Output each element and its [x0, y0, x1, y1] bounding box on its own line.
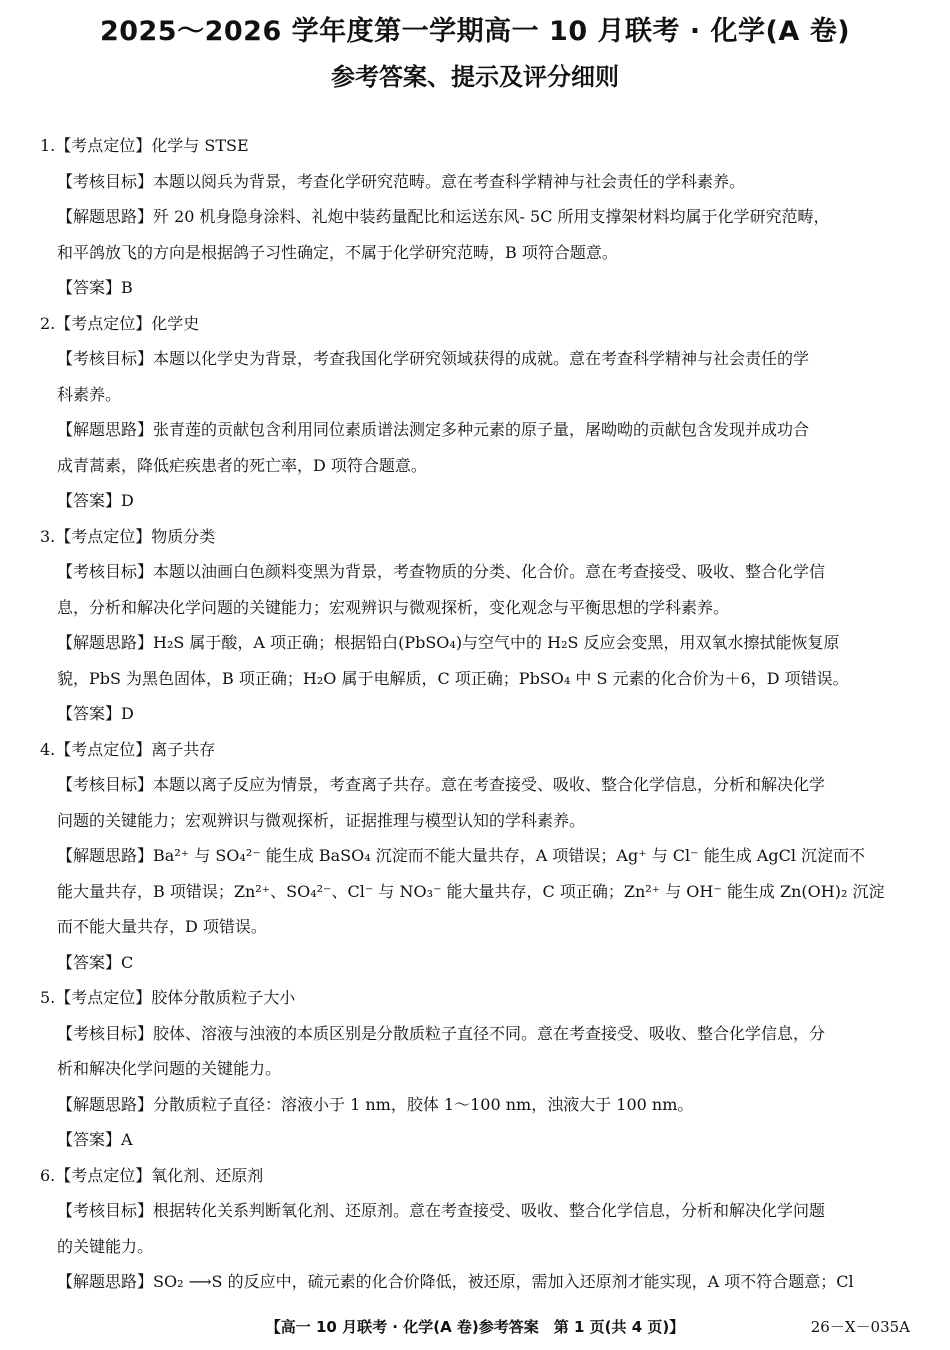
section-label: 【解题思路】: [57, 420, 154, 439]
answer-text: 貌，PbS 为黑色固体，B 项正确；H₂O 属于电解质，C 项正确；PbSO₄ 中 S 元素的化合价为＋6，D 项错误。: [57, 668, 849, 688]
question-block: [0, 980, 950, 1158]
page-title: 2025～2026 学年度第一学期高一 10 月联考 · 化学(A 卷): [99, 16, 851, 47]
answer-line: [0, 1229, 950, 1265]
answer-line: [0, 590, 950, 626]
question-number: 4.: [40, 739, 56, 759]
answer-line: [0, 625, 950, 661]
answer-line: [0, 838, 950, 874]
question-block: [0, 1158, 950, 1300]
section-label: 【答案】: [57, 952, 122, 972]
section-label: 【解题思路】: [57, 1272, 154, 1291]
answer-text: 成青蒿素，降低疟疾患者的死亡率，D 项符合题意。: [57, 455, 427, 475]
answer-text: 问题的关键能力；宏观辨识与微观探析，证据推理与模型认知的学科素养。: [57, 810, 586, 830]
answer-line: [0, 199, 950, 235]
answer-line: [0, 164, 950, 200]
answer-line: [0, 661, 950, 697]
answer-line: [0, 519, 950, 555]
section-label: 【考点定位】: [55, 988, 152, 1007]
answer-text: 能大量共存，B 项错误；Zn²⁺、SO₄²⁻、Cl⁻ 与 NO₃⁻ 能大量共存，C 项正确；Zn²⁺ 与 OH⁻ 能生成 Zn(OH)₂ 沉淀: [57, 881, 885, 901]
question-block: [0, 128, 950, 306]
section-label: 【解题思路】: [57, 633, 154, 652]
section-label: 【考点定位】: [55, 136, 152, 155]
page-subtitle: 参考答案、提示及评分细则: [331, 63, 619, 91]
answer-line: [0, 412, 950, 448]
answer-line: [0, 128, 950, 164]
question-number: 6.: [40, 1165, 56, 1185]
answer-text: 而不能大量共存，D 项错误。: [57, 917, 267, 936]
answer-line: [0, 270, 950, 306]
answer-text: 根据转化关系判断氧化剂、还原剂。意在考查接受、吸收、整合化学信息，分析和解决化学问题: [153, 1201, 826, 1220]
answer-line: [0, 341, 950, 377]
answer-text: Ba²⁺ 与 SO₄²⁻ 能生成 BaSO₄ 沉淀而不能大量共存，A 项错误；Ag⁺ 与 Cl⁻ 能生成 AgCl 沉淀而不: [153, 846, 866, 865]
answer-line: [0, 945, 950, 981]
answer-line: [0, 732, 950, 768]
answer-text: 胶体分散质粒子大小: [151, 988, 296, 1007]
answer-text: 本题以离子反应为情景，考查离子共存。意在考查接受、吸收、整合化学信息，分析和解决化学: [153, 775, 826, 794]
question-number: 1.: [40, 136, 56, 155]
answer-text: 本题以阅兵为背景，考查化学研究范畴。意在考查科学精神与社会责任的学科素养。: [153, 171, 746, 191]
section-label: 【解题思路】: [57, 1094, 154, 1114]
answer-line: [0, 980, 950, 1016]
answer-text: H₂S 属于酸，A 项正确；根据铅白(PbSO₄)与空气中的 H₂S 反应会变黑，用双氧水擦拭能恢复原: [153, 633, 840, 652]
answer-text: 息，分析和解决化学问题的关键能力；宏观辨识与微观探析，变化观念与平衡思想的学科素养。: [57, 597, 730, 617]
answer-text: C: [121, 952, 134, 972]
answer-text: 的关键能力。: [57, 1236, 154, 1256]
answer-text: 科素养。: [57, 384, 122, 404]
section-label: 【答案】: [57, 1130, 122, 1149]
section-label: 【答案】: [57, 491, 122, 510]
section-label: 【答案】: [57, 704, 122, 723]
section-label: 【考核目标】: [57, 171, 154, 191]
answer-text: 张青莲的贡献包含利用同位素质谱法测定多种元素的原子量，屠呦呦的贡献包含发现并成功合: [153, 420, 810, 439]
question-block: [0, 519, 950, 732]
answer-line: [0, 1193, 950, 1229]
answer-text: D: [121, 491, 134, 510]
answer-text: 歼 20 机身隐身涂料、礼炮中装药量配比和运送东风- 5C 所用支撑架材料均属于化学研究范畴，: [153, 207, 830, 226]
answer-text: 分散质粒子直径：溶液小于 1 nm，胶体 1～100 nm，浊液大于 100 nm。: [153, 1094, 694, 1114]
question-number: 5.: [40, 988, 56, 1007]
answer-line: [0, 696, 950, 732]
question-number: 2.: [40, 313, 56, 333]
answer-text: 化学史: [151, 313, 200, 333]
answer-line: [0, 909, 950, 945]
answer-text: 离子共存: [151, 739, 216, 759]
question-block: [0, 306, 950, 519]
section-label: 【考点定位】: [55, 313, 152, 333]
answer-text: D: [121, 704, 134, 723]
answer-line: [0, 1264, 950, 1300]
answer-text: A: [121, 1130, 133, 1149]
answer-text: 化学与 STSE: [151, 136, 249, 155]
answer-text: B: [121, 278, 133, 297]
section-label: 【考核目标】: [57, 1023, 154, 1043]
answer-line: [0, 1016, 950, 1052]
answer-line: [0, 1087, 950, 1123]
answer-text: 析和解决化学问题的关键能力。: [57, 1059, 282, 1078]
answer-line: [0, 803, 950, 839]
answer-text: SO₂ ⟶S 的反应中，硫元素的化合价降低，被还原，需加入还原剂才能实现，A 项不符合题意；Cl: [153, 1272, 854, 1291]
section-label: 【考核目标】: [57, 562, 154, 581]
answer-line: [0, 483, 950, 519]
question-block: [0, 732, 950, 981]
answer-line: [0, 448, 950, 484]
answer-text: 物质分类: [151, 526, 216, 546]
answer-text: 氧化剂、还原剂: [151, 1165, 264, 1185]
section-label: 【考点定位】: [55, 1165, 152, 1185]
answer-line: [0, 767, 950, 803]
section-label: 【考核目标】: [57, 1201, 154, 1220]
answer-line: [0, 235, 950, 271]
footer-page-info: 【高一 10 月联考 · 化学(A 卷)参考答案 第 1 页(共 4 页)】: [265, 1318, 685, 1336]
answer-line: [0, 874, 950, 910]
page-footer: [0, 1314, 950, 1340]
section-label: 【解题思路】: [57, 846, 154, 865]
answer-text: 和平鸽放飞的方向是根据鸽子习性确定，不属于化学研究范畴，B 项符合题意。: [57, 242, 618, 262]
section-label: 【考核目标】: [57, 775, 154, 794]
section-label: 【解题思路】: [57, 207, 154, 226]
answer-text: 本题以化学史为背景，考查我国化学研究领域获得的成就。意在考查科学精神与社会责任的学: [153, 349, 810, 368]
answer-line: [0, 306, 950, 342]
answer-line: [0, 1122, 950, 1158]
answer-content: [0, 128, 950, 1300]
section-label: 【考点定位】: [55, 526, 152, 546]
answer-text: 本题以油画白色颜料变黑为背景，考查物质的分类、化合价。意在考查接受、吸收、整合化学信: [153, 562, 826, 581]
answer-line: [0, 377, 950, 413]
answer-line: [0, 554, 950, 590]
section-label: 【考核目标】: [57, 349, 154, 368]
answer-line: [0, 1158, 950, 1194]
answer-text: 胶体、溶液与浊液的本质区别是分散质粒子直径不同。意在考查接受、吸收、整合化学信息，分: [153, 1023, 826, 1043]
footer-doc-code: 26－X－035A: [810, 1318, 910, 1336]
answer-line: [0, 1051, 950, 1087]
section-label: 【考点定位】: [55, 739, 152, 759]
section-label: 【答案】: [57, 278, 122, 297]
question-number: 3.: [40, 526, 56, 546]
